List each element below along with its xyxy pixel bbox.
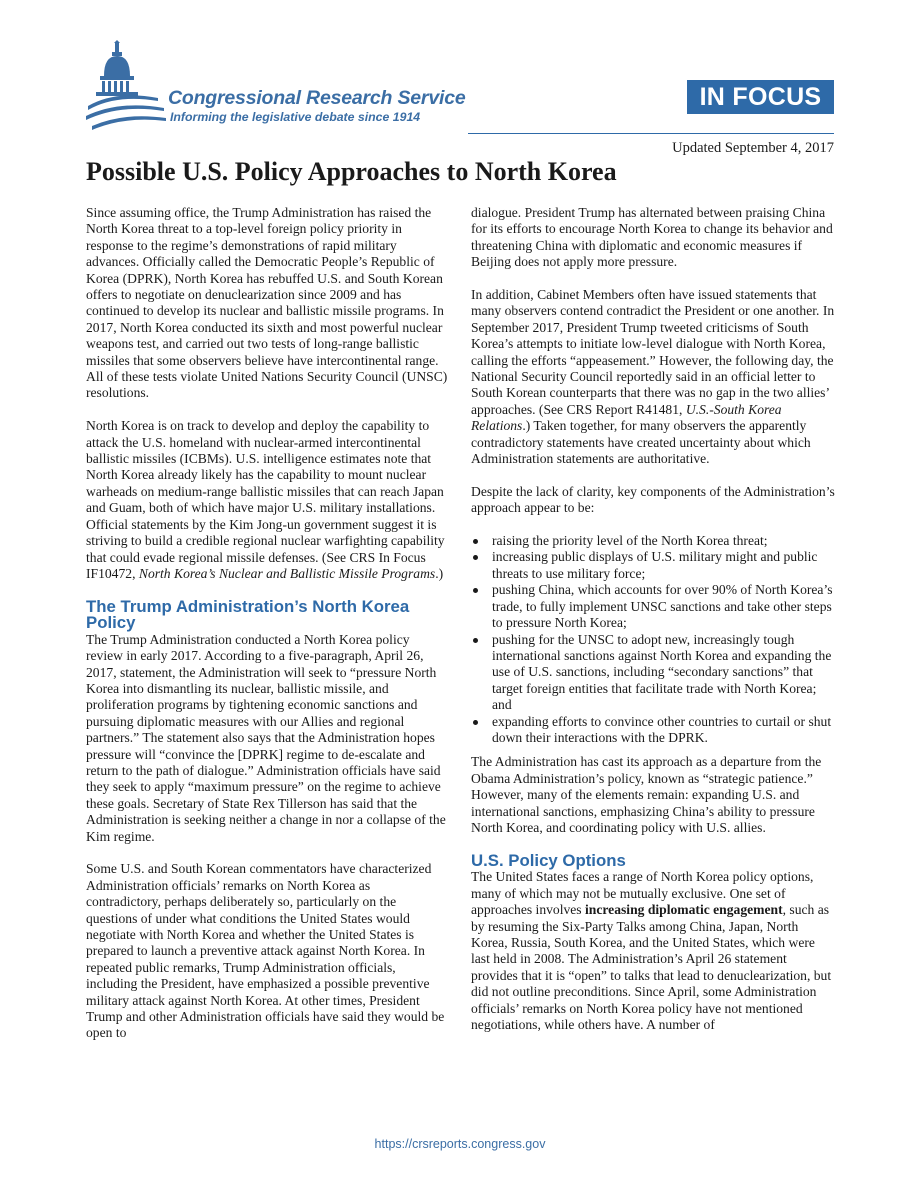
list-item: pushing China, which accounts for over 90% of North Korea’s trade, to fully implement UNSC sanctions and take other steps to pressure North Korea; — [471, 582, 835, 631]
org-tagline: Informing the legislative debate since 1914 — [170, 110, 421, 124]
crs-logo — [86, 40, 486, 130]
paragraph: North Korea is on track to develop and deploy the capability to attack the U.S. homeland with nuclear-armed intercontinental ballistic missiles (ICBMs). U.S. intelligence estimates note that North Korea already likely has the capability to mount nuclear warheads on medium-range ballistic missiles that can reach Japan and Guam, both of which have major U.S. military installations. Official statements by the Kim Jong-un government suggest it is striving to build a credible regional nuclear warfighting capability that could evade regional missile defenses. (See CRS In Focus IF10472, North Korea’s Nuclear and Ballistic Missile Programs.) — [86, 418, 445, 581]
left-column — [86, 205, 448, 1058]
paragraph: Since assuming office, the Trump Administration has raised the North Korea threat to a top-level foreign policy priority in response to the regime’s demonstrations of rapid military advances. Officially called the Democratic People’s Republic of Korea (DPRK), North Korea has rebuffed U.S. and South Korean offers to negotiate on denuclearization since 2009 and has continued to develop its nuclear and ballistic missile programs. In 2017, North Korea conducted its sixth and most powerful nuclear weapons test, and carried out two tests of long-range ballistic missiles that some observers believe have intercontinental range. All of these tests violate United Nations Security Council (UNSC) resolutions. — [86, 205, 448, 401]
paragraph: In addition, Cabinet Members often have issued statements that many observers contend contradict the President or one another. In September 2017, President Trump tweeted criticisms of South Korea’s attempts to initiate low-level dialogue with North Korea, calling the efforts “appeasement.” However, the following day, the National Security Council reportedly said in an official letter to South Korean counterparts that there was no gap in the two allies’ approaches. (See CRS Report R41481, U.S.-South Korea Relations.) Taken together, for many observers the apparently contradictory statements have created uncertainty about which Administration statements are authoritative. — [471, 287, 835, 467]
report-title-link: North Korea’s Nuclear and Ballistic Missile Programs — [138, 565, 436, 581]
paragraph: Some U.S. and South Korean commentators have characterized Administration officials’ remarks on North Korea as contradictory, perhaps deliberately so, particularly on the questions of under what conditions the United States would negotiate with North Korea and whether the United States is prepared to launch a preventive attack against North Korea. In repeated public remarks, Trump Administration officials, including the President, have emphasized a possible preventive military attack against North Korea. At other times, President Trump and other Administration officials have said they would be open to — [86, 861, 445, 1041]
section-heading: The Trump Administration’s North Korea Policy — [86, 596, 410, 633]
right-column — [471, 205, 835, 1050]
list-item: expanding efforts to convince other countries to curtail or shut down their interactions with the DPRK. — [471, 714, 835, 747]
updated-date: Updated September 4, 2017 — [672, 140, 834, 156]
paragraph: dialogue. President Trump has alternated between praising China for its efforts to encourage North Korea to change its behavior and threatening China with diplomatic and economic measures if Beijing does not apply more pressure. — [471, 205, 833, 270]
paragraph: Despite the lack of clarity, key components of the Administration’s approach appear to be: — [471, 483, 835, 516]
header-rule — [468, 133, 834, 134]
footer — [0, 1137, 920, 1151]
paragraph: The Administration has cast its approach as a departure from the Obama Administration’s policy, known as “strategic patience.” However, many of the elements remain: expanding U.S. and international sanctions, emphasizing China’s ability to pressure North Korea, and coordinating policy with U.S. allies. — [471, 754, 822, 835]
report-title: U.S.-South Korea Relations — [471, 401, 782, 434]
bullet-list — [471, 533, 835, 746]
in-focus-badge: IN FOCUS — [687, 80, 834, 114]
org-name: Congressional Research Service — [168, 87, 466, 109]
page-title: Possible U.S. Policy Approaches to North Korea — [86, 157, 617, 186]
paragraph: The United States faces a range of North Korea policy options, many of which may not be mutually exclusive. One set of approaches involves increasing diplomatic engagement, such as by resuming the Six-Party Talks among China, Japan, North Korea, Russia, South Korea, and the United States, which were last held in 2008. The Administration’s April 26 statement provides that it is “open” to talks that lead to denuclearization, but did not outline preconditions. Since April, some Administration officials’ remarks on North Korea policy have not mentioned negotiations, while others have. A number of — [471, 869, 832, 1032]
paragraph: The Trump Administration conducted a North Korea policy review in early 2017. According to a five-paragraph, April 26, 2017, statement, the Administration will seek to “pressure North Korea into dismantling its nuclear, ballistic missile, and proliferation programs by tightening economic sanctions and pursuing diplomatic measures with our Allies and regional partners.” The statement also says that the Administration hopes pressure will “convince the [DPRK] regime to de-escalate and return to the path of dialogue.” Administration officials have said they seek to apply “maximum pressure” on the regime to achieve these goals. Secretary of State Rex Tillerson has said that the Administration is seeking neither a change in nor a collapse of the Kim regime. — [86, 631, 446, 844]
list-item: pushing for the UNSC to adopt new, increasingly tough international sanctions against North Korea and expanding the use of U.S. sanctions, including “secondary sanctions” that target foreign entities that facilitate trade with North Korea; and — [471, 632, 835, 714]
list-item: increasing public displays of U.S. military might and public threats to use military force; — [471, 549, 835, 582]
capitol-dome-icon — [86, 40, 166, 130]
section-heading: U.S. Policy Options — [471, 850, 626, 870]
footer-url-link[interactable]: https://crsreports.congress.gov — [374, 1137, 546, 1151]
list-item: raising the priority level of the North Korea threat; — [471, 533, 835, 549]
